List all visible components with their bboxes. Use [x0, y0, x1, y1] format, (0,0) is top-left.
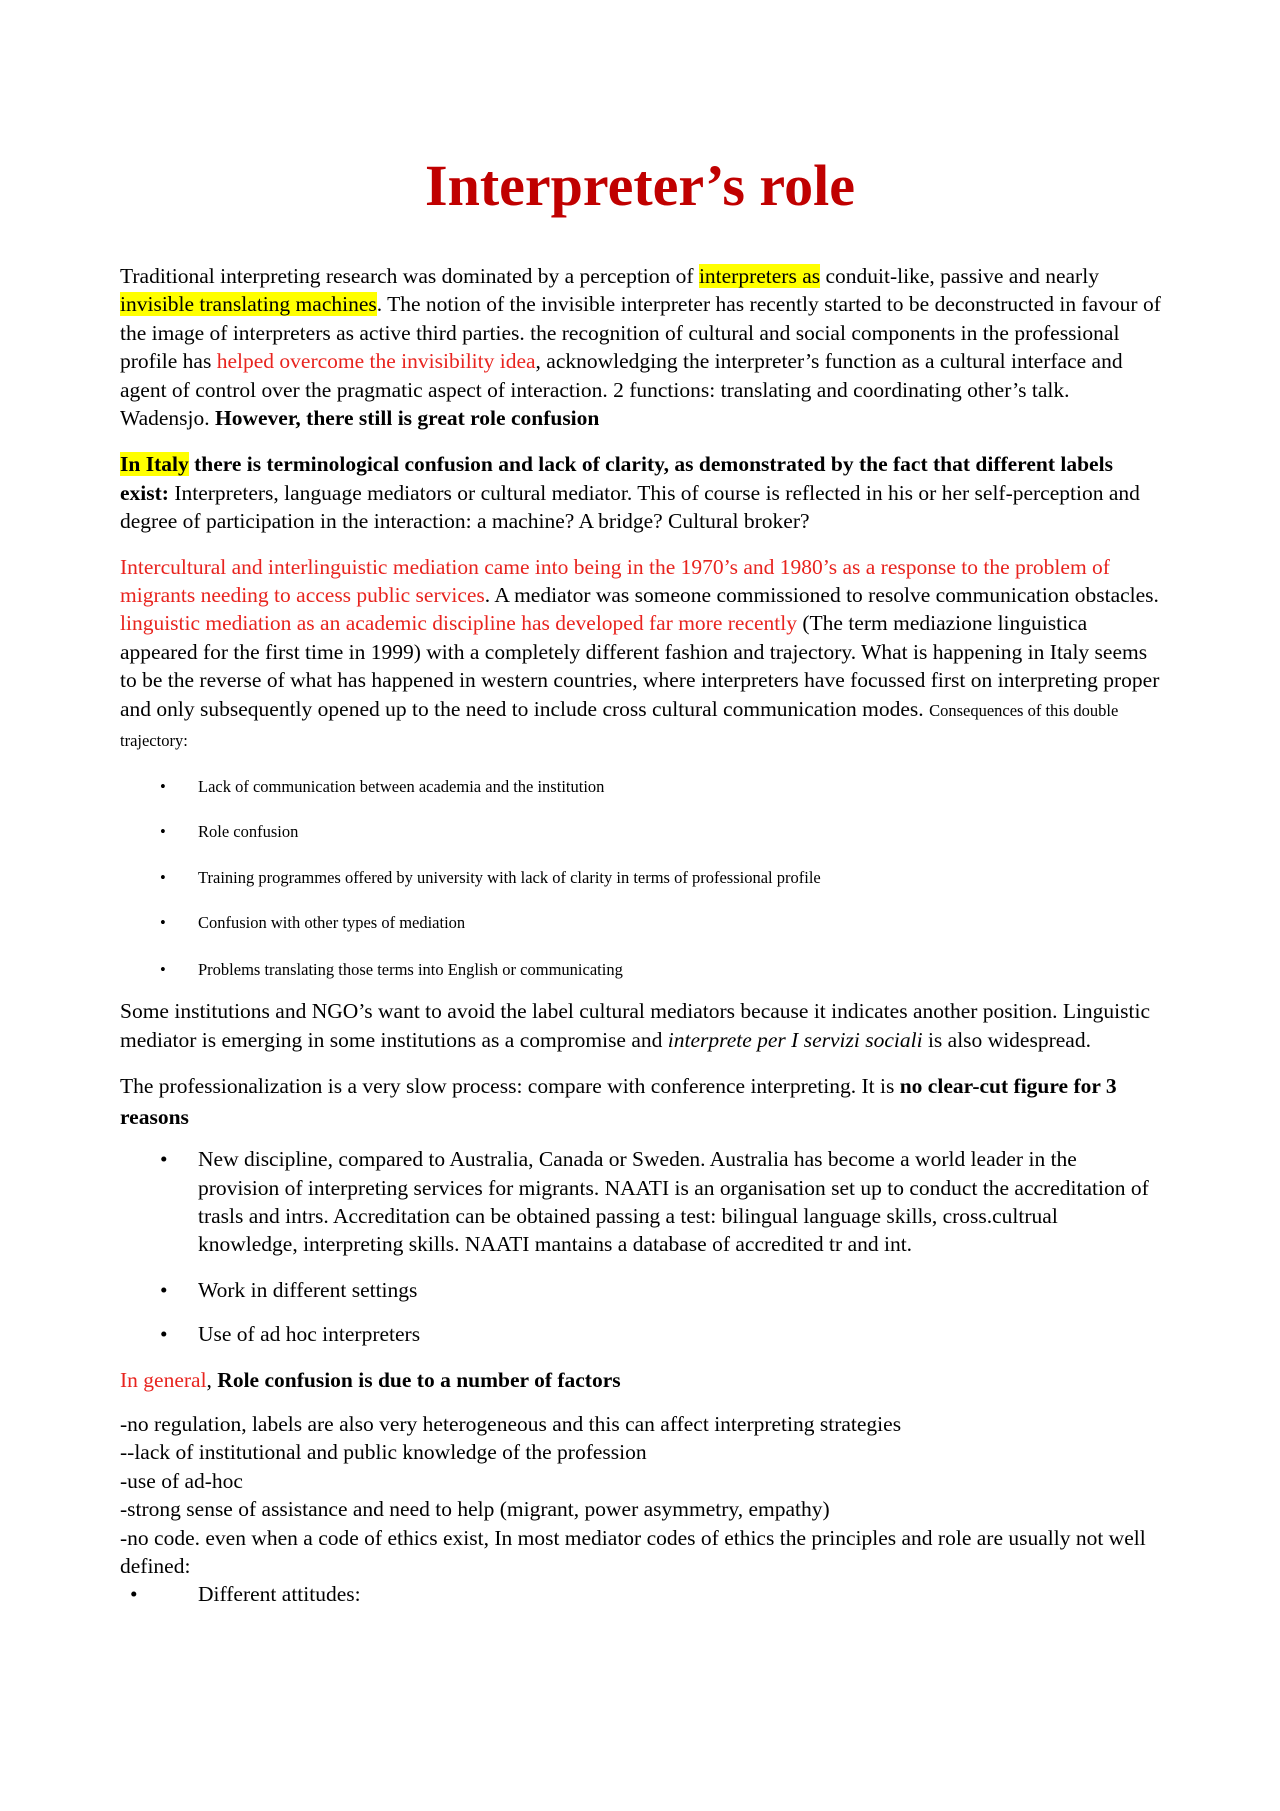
highlight-invisible-machines: invisible translating machines — [120, 292, 377, 317]
bullet-icon: • — [160, 822, 166, 842]
paragraph-in-italy — [120, 450, 1162, 535]
bullet-icon: • — [160, 1277, 168, 1302]
consequences-list — [120, 776, 1162, 982]
factors-list — [120, 1410, 1162, 1580]
list-item — [120, 867, 1162, 889]
bold-terminological-confusion: there is terminological confusion and lack of clarity, as demonstrated by the fact that different labels exist: — [120, 452, 1113, 505]
factor-line: -strong sense of assistance and need to help (migrant, power asymmetry, empathy) — [120, 1497, 830, 1522]
factor-line: -no regulation, labels are also very heterogeneous and this can affect interpreting strategies — [120, 1411, 902, 1436]
list-item-text: Use of ad hoc interpreters — [198, 1322, 421, 1347]
red-text-in-general: In general — [120, 1367, 207, 1392]
red-text-migrants: Intercultural and interlinguistic mediation came into being in the 1970’s and 1980’s as a response to the problem of migrants needing to access public services — [120, 554, 1110, 608]
list-item-different-attitudes — [120, 1580, 1162, 1608]
bold-role-confusion-factors: Role confusion is due to a number of factors — [217, 1367, 621, 1392]
text-run: Some institutions and NGO’s want to avoid the label cultural mediators because it indicates another position. Linguistic mediator is emerging in some institutions as a compromise and — [120, 999, 1151, 1052]
text-run: conduit-like, passive and nearly — [820, 264, 1099, 288]
list-item-text: Training programmes offered by university with lack of clarity in terms of professional profile — [198, 867, 821, 887]
list-item — [120, 821, 1162, 843]
bullet-icon: • — [160, 913, 166, 933]
bullet-icon: • — [160, 1147, 168, 1172]
bullet-icon: • — [160, 776, 166, 796]
bold-role-confusion: However, there still is great role confusion — [215, 406, 600, 431]
bullet-icon: • — [160, 960, 166, 980]
list-item — [120, 912, 1162, 934]
bullet-icon: • — [160, 1322, 168, 1347]
text-run: The professionalization is a very slow process: compare with conference interpreting. It is — [120, 1074, 900, 1099]
factor-line: -use of ad-hoc — [120, 1468, 243, 1493]
paragraph-professionalization — [120, 1071, 1162, 1133]
factor-line: --lack of institutional and public knowledge of the profession — [120, 1440, 647, 1465]
text-run: , — [206, 1367, 218, 1392]
list-item — [120, 1276, 1162, 1304]
list-item — [120, 959, 1162, 981]
small-text-consequences: Consequences of this double trajectory: — [120, 700, 1119, 751]
factor-line: -no code. even when a code of ethics exist, In most mediator codes of ethics the principles and role are usually not well defined: — [120, 1525, 1146, 1578]
text-run: Traditional interpreting research was dominated by a perception of — [120, 264, 699, 288]
paragraph-traditional-research — [120, 262, 1162, 432]
text-run: , acknowledging the interpreter’s function as a cultural interface and agent of control over the pragmatic aspect of interaction. 2 functions: translating and coordinating other’s talk. Wadensjo. — [120, 349, 1123, 431]
list-item-text: Different attitudes: — [198, 1582, 361, 1607]
highlight-in-italy: In Italy — [120, 452, 189, 477]
red-text-invisibility: helped overcome the invisibility idea — [216, 349, 536, 374]
paragraph-in-general — [120, 1366, 1162, 1394]
bullet-icon: • — [160, 867, 166, 887]
page-title: Interpreter’s role — [425, 153, 855, 218]
list-item — [120, 776, 1162, 798]
list-item-text: Problems translating those terms into English or communicating — [198, 960, 623, 980]
list-item-text: Work in different settings — [198, 1277, 418, 1302]
italic-text: interprete per I servizi sociali — [667, 1027, 923, 1052]
paragraph-intercultural-mediation — [120, 553, 1162, 756]
text-run: . A mediator was someone commissioned to resolve communication obstacles. — [484, 583, 1159, 608]
list-item-text: Role confusion — [198, 822, 299, 842]
document-body — [120, 262, 1162, 1609]
text-run: is also widespread. — [922, 1027, 1091, 1052]
reasons-list — [120, 1145, 1162, 1348]
text-run: (The term mediazione linguistica appeared for the first time in 1999) with a completely different fashion and trajectory. What is happening in Italy seems to be the reverse of what has happened in western countries, where interpreters have focussed first on interpreting proper and only subsequently opened up to the need to include cross cultural communication modes. — [120, 611, 1160, 721]
paragraph-institutions-ngos — [120, 997, 1162, 1054]
list-item-text: Confusion with other types of mediation — [198, 913, 466, 933]
list-item — [120, 1320, 1162, 1348]
text-run: . The notion of the invisible interpreter has recently started to be deconstructed in favour of the image of interpreters as active third parties. the recognition of cultural and social components in the professional profile has — [120, 292, 1161, 374]
list-item-text: Lack of communication between academia and the institution — [198, 776, 605, 796]
bold-no-clear-cut: no clear-cut figure for 3 reasons — [120, 1074, 1117, 1130]
red-text-academic-discipline: linguistic mediation as an academic discipline has developed far more recently — [120, 611, 797, 636]
list-item-text: New discipline, compared to Australia, Canada or Sweden. Australia has become a world leader in the provision of interpreting services for migrants. NAATI is an organisation set up to conduct the accreditation of trasls and intrs. Accreditation can be obtained passing a test: bilingual language skills, cross.cultrual knowledge, interpreting skills. NAATI mantains a database of accredited tr and int. — [198, 1147, 1149, 1257]
highlight-interpreters-as: interpreters as — [698, 264, 821, 288]
bullet-icon: • — [130, 1582, 138, 1607]
list-item — [120, 1145, 1162, 1259]
text-run: Interpreters, language mediators or cultural mediator. This of course is reflected in his or her self-perception and degree of participation in the interaction: a machine? A bridge? Cultural broker? — [120, 480, 1140, 534]
